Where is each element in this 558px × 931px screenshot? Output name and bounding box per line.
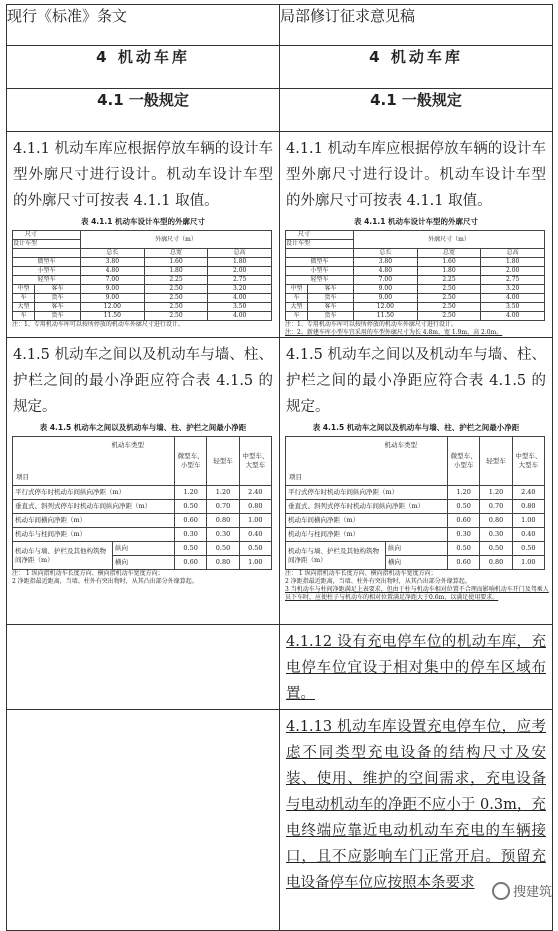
table-row: 小型车 4.80 1.80 2.00 <box>286 267 545 276</box>
table-note: 2 净距指最近距离，当墙、柱外有突出物时，从其凸出部分外缘算起。 <box>12 578 198 585</box>
table-row: 中型 客车 9.00 2.50 3.20 <box>286 285 545 294</box>
clause-text-new: 4.1.12 设有充电停车位的机动车库，充电停车位宜设于相对集中的停车区域布置。 <box>286 634 546 702</box>
table-row: 车 货车 11.50 2.50 4.00 <box>13 312 272 321</box>
clause-text: 4.1.1 机动车库应根据停放车辆的设计车型外廓尺寸进行设计。机动车设计车型的外廓尺寸可按表 4.1.1 取值。 <box>286 141 546 209</box>
table-row: 机动车与柱间净距（m） 0.30 0.30 0.40 <box>13 528 272 542</box>
table-row: 中型 客车 9.00 2.50 3.20 <box>13 285 272 294</box>
clearance-table-left <box>12 436 272 570</box>
clause-4-1-5-left <box>7 338 280 625</box>
table-row: 机动车间横向净距（m） 0.60 0.80 1.00 <box>286 514 545 528</box>
table-row: 车 货车 9.00 2.50 4.00 <box>286 294 545 303</box>
table-note: 注： 1 纵向指机动车长度方向、横向指机动车宽度方向； <box>12 570 164 577</box>
clause-4-1-12-right <box>280 625 553 710</box>
table-row: 垂直式、斜列式停车时机动车间纵向净距（m） 0.50 0.70 0.80 <box>13 500 272 514</box>
header-length: 总长 <box>354 249 418 258</box>
header-light: 轻型车 <box>207 437 239 486</box>
table-note: 注： 1 纵向指机动车长度方向、横向指机动车宽度方向； <box>285 570 437 577</box>
comparison-table <box>6 4 553 931</box>
chapter-title-right: 4 机动车库 <box>280 46 553 89</box>
table-row: 横向 0.60 0.80 1.00 <box>286 556 545 570</box>
clause-text: 4.1.5 机动车之间以及机动车与墙、柱、护栏之间的最小净距应符合表 4.1.5 的规定。 <box>13 347 273 415</box>
watermark-logo-icon <box>492 882 510 900</box>
size-table-left <box>12 230 272 321</box>
table-row: 大型 客车 12.00 2.50 3.50 <box>13 303 272 312</box>
header-small: 微型车、小型车 <box>448 437 480 486</box>
table-note: 注：1、专用机动车库可以按所停放的机动车外廓尺寸进行设计。 <box>285 321 457 328</box>
table-note-new: 3 当机动车与柱间净距满足上表要求，但由于柱与机动车相对位置不合理而影响机动车开门及驾乘人员下车时，应使柱子与机动车的相对位置满足净距大于0.6m，以满足使用要求。 <box>285 586 549 601</box>
table-row: 机动车与柱间净距（m） 0.30 0.30 0.40 <box>286 528 545 542</box>
table-row: 机动车间横向净距（m） 0.60 0.80 1.00 <box>13 514 272 528</box>
header-type: 设计车型 <box>286 240 354 249</box>
clause-4-1-13-left-empty <box>7 710 280 931</box>
clause-text-new: 4.1.13 机动车库设置充电停车位，应考虑不同类型充电设备的结构尺寸及安装、使用、维护的空间需求，充电设备与电动机动车的净距不应小于 0.3m，充电终端应靠近电动机动车充电的车辆接口，且不应影响车门正常开启。预留充电设备停车位应按照本条要求 <box>286 719 546 891</box>
table-row: 微型车 3.80 1.60 1.80 <box>13 258 272 267</box>
watermark <box>492 881 552 900</box>
table-row: 车 货车 9.00 2.50 4.00 <box>13 294 272 303</box>
clause-4-1-12-left-empty <box>7 625 280 710</box>
table-row: 微型车 3.80 1.60 1.80 <box>286 258 545 267</box>
header-type: 机动车类型 <box>384 441 417 449</box>
table-row: 车 货车 11.50 2.50 4.00 <box>286 312 545 321</box>
section-title-right: 4.1 一般规定 <box>280 89 553 132</box>
table-note: 2 净距指最近距离，当墙、柱外有突出物时，从其凸出部分外缘算起。 <box>285 578 471 585</box>
header-item: 项目 <box>16 473 29 481</box>
header-type: 设计车型 <box>13 240 81 249</box>
header-large: 中型车、大型车 <box>512 437 544 486</box>
clearance-table-right <box>285 436 545 570</box>
table-row: 垂直式、斜列式停车时机动车间纵向净距（m） 0.50 0.70 0.80 <box>286 500 545 514</box>
header-size: 尺寸 <box>286 231 354 240</box>
clause-4-1-1-right <box>280 132 553 338</box>
header-outer: 外廓尺寸（m） <box>81 231 272 249</box>
header-length: 总长 <box>81 249 145 258</box>
table-caption: 表 4.1.1 机动车设计车型的外廓尺寸 <box>80 217 206 226</box>
table-caption: 表 4.1.1 机动车设计车型的外廓尺寸 <box>353 217 479 226</box>
clause-text: 4.1.5 机动车之间以及机动车与墙、柱、护栏之间的最小净距应符合表 4.1.5 的规定。 <box>286 347 546 415</box>
table-caption: 表 4.1.5 机动车之间以及机动车与墙、柱、护栏之间最小净距 <box>312 423 520 432</box>
clause-4-1-1-left <box>7 132 280 338</box>
size-table-right <box>285 230 545 321</box>
table-row: 横向 0.60 0.80 1.00 <box>13 556 272 570</box>
table-row: 大型 客车 12.00 2.50 3.50 <box>286 303 545 312</box>
header-revision: 局部修订征求意见稿 <box>280 5 553 46</box>
table-note: 注：1、专用机动车库可以按所停放的机动车外廓尺寸进行设计。 <box>12 321 184 328</box>
header-type: 机动车类型 <box>111 441 144 449</box>
header-height: 总高 <box>481 249 545 258</box>
section-title-left: 4.1 一般规定 <box>7 89 280 132</box>
header-width: 总宽 <box>417 249 481 258</box>
header-light: 轻型车 <box>480 437 512 486</box>
table-note-new: 注：2、新建车库小型车宜采用的车型外廓尺寸为长 4.8m，宽 1.9m，高 2.0m。 <box>285 329 503 336</box>
table-row: 平行式停车时机动车间纵向净距（m） 1.20 1.20 2.40 <box>13 486 272 500</box>
header-small: 微型车、小型车 <box>175 437 207 486</box>
table-row: 机动车与墙、护栏及其他构筑物间净距（m） 纵向 0.50 0.50 0.50 <box>13 542 272 556</box>
table-caption: 表 4.1.5 机动车之间以及机动车与墙、柱、护栏之间最小净距 <box>39 423 247 432</box>
header-height: 总高 <box>208 249 272 258</box>
table-row: 轻型车 7.00 2.25 2.75 <box>13 276 272 285</box>
header-item: 项目 <box>289 473 302 481</box>
header-large: 中型车、大型车 <box>239 437 271 486</box>
header-current: 现行《标准》条文 <box>7 5 280 46</box>
watermark-text: 搜建筑 <box>512 885 552 900</box>
clause-text: 4.1.1 机动车库应根据停放车辆的设计车型外廓尺寸进行设计。机动车设计车型的外廓尺寸可按表 4.1.1 取值。 <box>13 141 273 209</box>
table-row: 平行式停车时机动车间纵向净距（m） 1.20 1.20 2.40 <box>286 486 545 500</box>
header-size: 尺寸 <box>13 231 81 240</box>
table-row: 轻型车 7.00 2.25 2.75 <box>286 276 545 285</box>
header-outer: 外廓尺寸（m） <box>354 231 545 249</box>
clause-4-1-5-right <box>280 338 553 625</box>
table-row: 小型车 4.80 1.80 2.00 <box>13 267 272 276</box>
header-width: 总宽 <box>144 249 208 258</box>
table-row: 机动车与墙、护栏及其他构筑物间净距（m） 纵向 0.50 0.50 0.50 <box>286 542 545 556</box>
chapter-title-left: 4 机动车库 <box>7 46 280 89</box>
